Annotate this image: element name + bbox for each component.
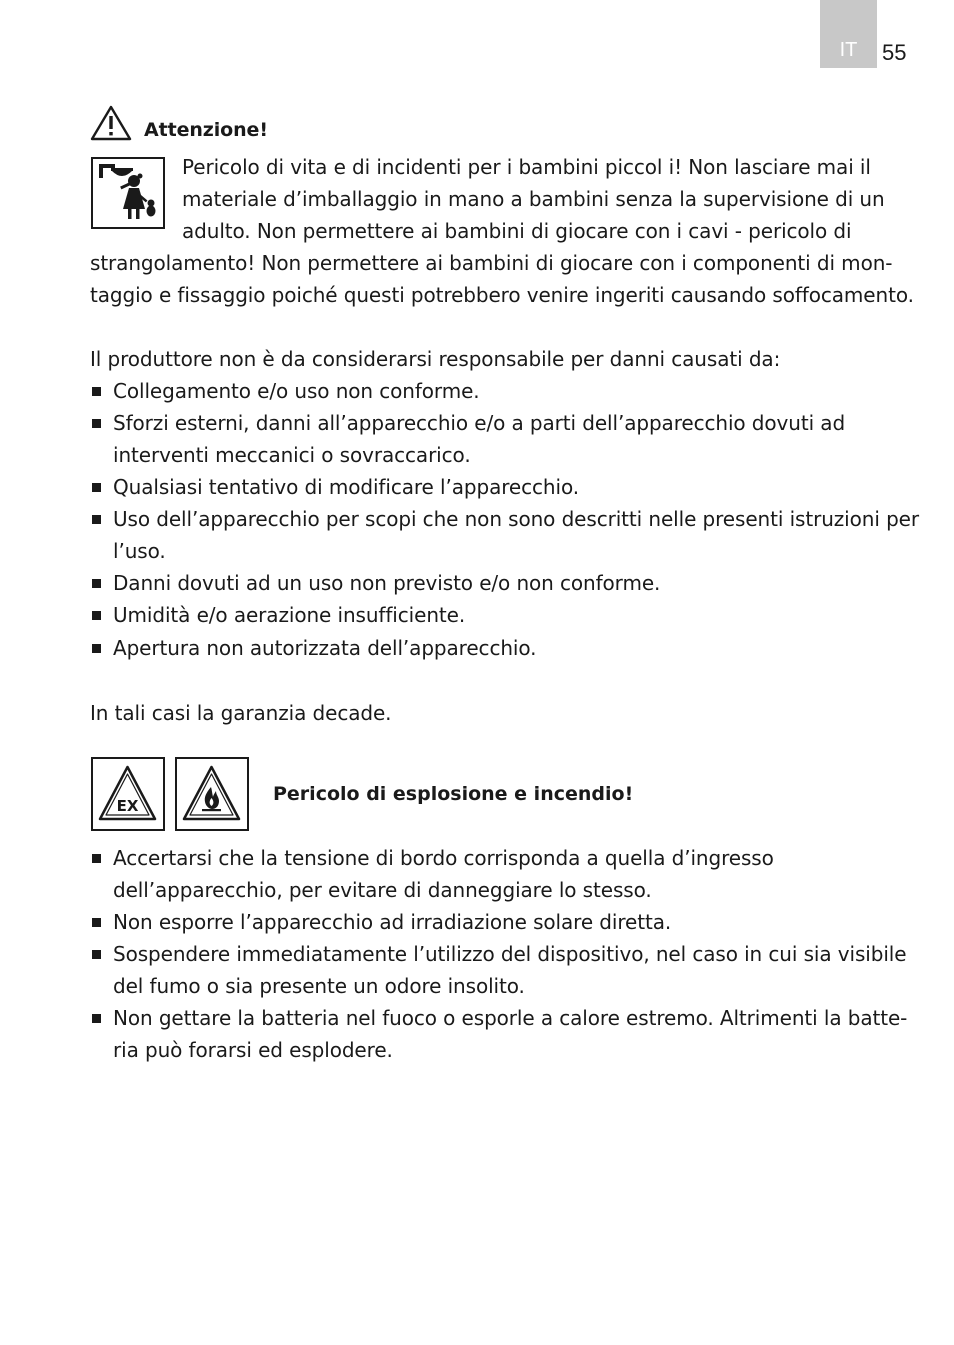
bullet-square-icon bbox=[92, 579, 101, 588]
bullet-square-icon bbox=[92, 611, 101, 620]
bullet-square-icon bbox=[92, 1014, 101, 1023]
bullet-square-icon bbox=[92, 854, 101, 863]
bullet-square-icon bbox=[92, 419, 101, 428]
bullet-square-icon bbox=[92, 515, 101, 524]
ex-label: EX bbox=[116, 797, 139, 815]
warning-text-line: adulto. Non permettere ai bambini di giocare con i cavi - pericolo di bbox=[182, 219, 852, 243]
bullet-square-icon bbox=[92, 483, 101, 492]
child-danger-icon bbox=[91, 157, 165, 229]
flammable-icon bbox=[175, 757, 249, 831]
bullet-square-icon bbox=[92, 918, 101, 927]
bullet-square-icon bbox=[92, 387, 101, 396]
liability-intro: Il produttore non è da considerarsi responsabile per danni causati da: bbox=[90, 347, 781, 371]
page-number: 55 bbox=[882, 40, 907, 65]
warning-text-line: Pericolo di vita e di incidenti per i bambini piccol i! Non lasciare mai il bbox=[182, 155, 871, 179]
bullet-square-icon bbox=[92, 950, 101, 959]
warning-text-line: taggio e fissaggio poiché questi potrebbero venire ingeriti causando soffocamento. bbox=[90, 283, 914, 307]
bullet-square-icon bbox=[92, 644, 101, 653]
warning-heading bbox=[90, 105, 268, 141]
manual-page: IT 55 Attenzione! Pericolo di vita e di incidenti per i bambini piccol i! Non lasciare mai il materiale d’imballaggio in mano a bambini senza la supervisione di un adulto. Non permettere ai bambini di giocare con i cavi - pericolo di strangolamento! Non permettere ai bambini di giocare con i componenti di mon- taggio e fissaggio poiché questi potrebbero venire ingeriti causando soffocamento. Il produttore non è da considerarsi responsabile per danni causati da: Collegamento e/o uso non conforme. Sforzi esterni, danni all’apparecchio e/o a parti dell’apparecchio dovuti ad interventi meccanici o sovraccarico. Qualsiasi tentativo di modificare l’apparecchio. Uso dell’apparecchio per scopi che non sono descritti nelle presenti istruzioni per l’uso. Danni dovuti ad un uso non previsto e/o non conforme. Umidità e/o aerazione insufficiente. Apertura non autorizzata dell’apparecchio. In tali casi la garanzia decade. EX Pericolo di esplosione e incendio! Accertarsi che la tensione di bordo corrisponda a quella d’ingresso dell’apparecchio, per evitare di danneggiare lo stesso. Non esporre l’apparecchio ad irradiazione solare diretta. Sospendere immediatamente l’utilizzo del dispositivo, nel caso in cui sia visibile del fumo o sia presente un odore insolito. Non gettare la batteria nel fuoco o esporle a calore estremo. Altrimenti la batte- ria può forarsi ed esplodere. bbox=[0, 0, 954, 1345]
language-tab bbox=[820, 0, 877, 68]
warranty-note: In tali casi la garanzia decade. bbox=[90, 701, 392, 725]
hazard-title: Pericolo di esplosione e incendio! bbox=[273, 783, 634, 805]
warning-title: Attenzione! bbox=[144, 119, 268, 141]
warning-text-line: strangolamento! Non permettere ai bambini di giocare con i componenti di mon- bbox=[90, 251, 893, 275]
warning-text-line: materiale d’imballaggio in mano a bambini senza la supervisione di un bbox=[182, 187, 885, 211]
explosive-atmosphere-icon bbox=[91, 757, 165, 831]
warning-triangle-icon bbox=[90, 105, 132, 141]
language-label: IT bbox=[839, 39, 858, 61]
